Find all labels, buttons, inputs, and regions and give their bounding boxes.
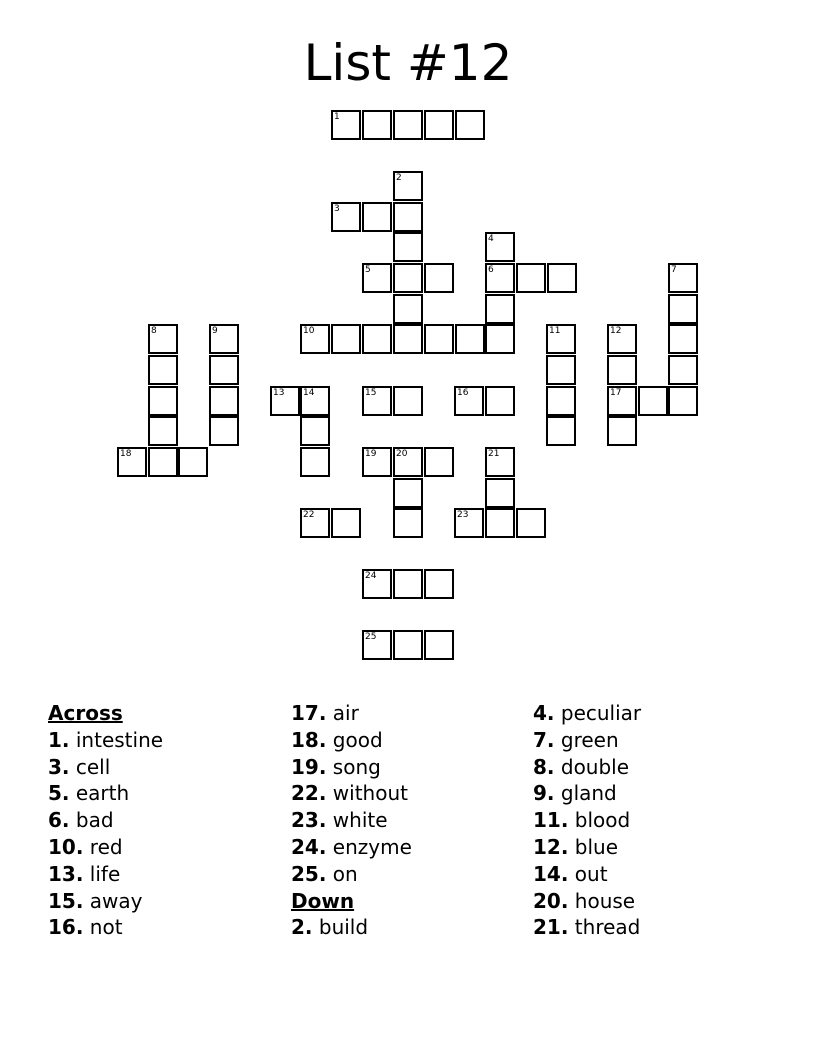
crossword-cell[interactable] xyxy=(546,355,576,385)
clue-item-text: enzyme xyxy=(332,834,412,859)
clue-item xyxy=(48,914,288,941)
crossword-cell[interactable] xyxy=(300,324,330,354)
clue-number: 21 xyxy=(488,449,500,459)
crossword-cell[interactable] xyxy=(209,386,239,416)
clue-number: 9 xyxy=(212,326,218,336)
clue-item xyxy=(291,914,531,941)
clue-item-number: 22. xyxy=(291,781,327,806)
crossword-cell[interactable] xyxy=(455,110,485,140)
clue-number: 5 xyxy=(365,265,371,275)
clue-item-text: good xyxy=(332,727,383,752)
clue-item xyxy=(48,754,288,781)
crossword-cell[interactable] xyxy=(485,294,515,324)
crossword-cell[interactable] xyxy=(362,263,392,293)
crossword-cell[interactable] xyxy=(668,386,698,416)
clue-item-text: blue xyxy=(574,834,619,859)
clue-item xyxy=(48,834,288,861)
clue-item-text: air xyxy=(332,701,359,725)
clue-number: 20 xyxy=(396,449,408,459)
clue-item xyxy=(48,780,288,807)
clue-item-text: song xyxy=(332,754,381,779)
crossword-cell[interactable] xyxy=(607,355,637,385)
clue-item-text: bad xyxy=(75,808,114,833)
crossword-cell[interactable] xyxy=(424,569,454,599)
clue-number: 18 xyxy=(120,449,132,459)
clue-item-number: 19. xyxy=(291,754,327,779)
crossword-cell[interactable] xyxy=(148,416,178,446)
clue-item-text: earth xyxy=(75,781,130,806)
crossword-cell[interactable] xyxy=(393,630,423,660)
clue-column-1 xyxy=(48,700,288,941)
clue-item-text: without xyxy=(332,781,408,806)
clue-item-text: peculiar xyxy=(560,701,642,725)
crossword-cell[interactable] xyxy=(546,416,576,446)
crossword-cell[interactable] xyxy=(516,508,546,538)
clue-item xyxy=(533,700,773,727)
clue-item xyxy=(48,807,288,834)
crossword-cell[interactable] xyxy=(362,447,392,477)
clue-item-number: 21. xyxy=(533,915,569,940)
crossword-cell[interactable] xyxy=(209,416,239,446)
crossword-cell[interactable] xyxy=(331,110,361,140)
clue-item-number: 15. xyxy=(48,888,84,913)
crossword-cell[interactable] xyxy=(546,386,576,416)
crossword-cell[interactable] xyxy=(485,508,515,538)
clue-item-number: 8. xyxy=(533,754,555,779)
crossword-cell[interactable] xyxy=(393,478,423,508)
clue-item-number: 1. xyxy=(48,727,70,752)
crossword-cell[interactable] xyxy=(362,110,392,140)
clue-number: 11 xyxy=(549,326,561,336)
crossword-cell[interactable] xyxy=(393,263,423,293)
crossword-cell[interactable] xyxy=(485,232,515,262)
clue-number: 16 xyxy=(457,388,469,398)
crossword-cell[interactable] xyxy=(331,324,361,354)
clue-item-text: double xyxy=(560,754,630,779)
clue-item-number: 14. xyxy=(533,861,569,886)
clue-item-text: on xyxy=(332,861,358,886)
crossword-cell[interactable] xyxy=(393,232,423,262)
crossword-cell[interactable] xyxy=(393,508,423,538)
clue-column-3 xyxy=(533,700,773,941)
crossword-cell[interactable] xyxy=(393,447,423,477)
clue-item-number: 17. xyxy=(291,701,327,725)
crossword-cell[interactable] xyxy=(485,263,515,293)
clue-item xyxy=(533,914,773,941)
clue-number: 12 xyxy=(610,326,622,336)
clue-item-number: 6. xyxy=(48,808,70,833)
crossword-cell[interactable] xyxy=(393,110,423,140)
clue-item-number: 16. xyxy=(48,915,84,940)
clue-item-text: build xyxy=(318,915,369,940)
crossword-cell[interactable] xyxy=(148,386,178,416)
clue-column-2 xyxy=(291,700,531,941)
crossword-cell[interactable] xyxy=(300,508,330,538)
clue-number: 13 xyxy=(273,388,285,398)
clue-item xyxy=(291,754,531,781)
clue-number: 2 xyxy=(396,173,402,183)
clue-item-text: white xyxy=(332,808,388,833)
crossword-cell[interactable] xyxy=(638,386,668,416)
crossword-cell[interactable] xyxy=(668,294,698,324)
clue-item xyxy=(291,700,531,727)
clue-item xyxy=(48,888,288,915)
clue-number: 4 xyxy=(488,234,494,244)
clue-item-number: 23. xyxy=(291,808,327,833)
crossword-cell[interactable] xyxy=(485,386,515,416)
crossword-cell[interactable] xyxy=(516,263,546,293)
clue-heading: Across xyxy=(48,701,123,725)
clue-item-text: blood xyxy=(574,808,631,833)
clue-item xyxy=(533,780,773,807)
clue-item xyxy=(291,807,531,834)
crossword-cell[interactable] xyxy=(424,447,454,477)
clue-item xyxy=(533,888,773,915)
crossword-cell[interactable] xyxy=(668,263,698,293)
clue-number: 14 xyxy=(303,388,315,398)
clue-item-number: 4. xyxy=(533,701,555,725)
clue-item xyxy=(291,834,531,861)
crossword-cell[interactable] xyxy=(485,447,515,477)
crossword-cell[interactable] xyxy=(393,171,423,201)
clue-item-number: 13. xyxy=(48,861,84,886)
clue-heading: Down xyxy=(291,888,355,913)
crossword-cell[interactable] xyxy=(117,447,147,477)
clue-number: 3 xyxy=(334,204,340,214)
clue-item-text: cell xyxy=(75,754,111,779)
crossword-cell[interactable] xyxy=(668,324,698,354)
clue-item-number: 7. xyxy=(533,727,555,752)
crossword-cell[interactable] xyxy=(393,386,423,416)
clue-item-text: away xyxy=(89,888,143,913)
crossword-cell[interactable] xyxy=(148,324,178,354)
clue-number: 10 xyxy=(303,326,315,336)
crossword-cell[interactable] xyxy=(424,263,454,293)
clue-number: 22 xyxy=(303,510,315,520)
clue-number: 6 xyxy=(488,265,494,275)
clue-item xyxy=(533,834,773,861)
crossword-cell[interactable] xyxy=(209,355,239,385)
crossword-cell[interactable] xyxy=(300,416,330,446)
clue-item-text: not xyxy=(89,915,123,940)
crossword-cell[interactable] xyxy=(424,324,454,354)
crossword-cell[interactable] xyxy=(148,355,178,385)
clue-item-text: life xyxy=(89,861,121,886)
clue-item-text: gland xyxy=(560,781,617,806)
clue-item xyxy=(533,861,773,888)
clue-item-text: red xyxy=(89,834,123,859)
crossword-cell[interactable] xyxy=(393,324,423,354)
clue-item xyxy=(291,780,531,807)
clue-number: 7 xyxy=(671,265,677,275)
clue-item xyxy=(533,727,773,754)
crossword-cell[interactable] xyxy=(668,355,698,385)
crossword-cell[interactable] xyxy=(607,416,637,446)
crossword-cell[interactable] xyxy=(454,386,484,416)
page-title: List #12 xyxy=(303,34,513,92)
clue-item-number: 18. xyxy=(291,727,327,752)
crossword-cell[interactable] xyxy=(331,202,361,232)
crossword-cell[interactable] xyxy=(178,447,208,477)
clue-item-number: 5. xyxy=(48,781,70,806)
crossword-cell[interactable] xyxy=(393,569,423,599)
clue-number: 17 xyxy=(610,388,622,398)
clue-number: 23 xyxy=(457,510,469,520)
clue-item-number: 10. xyxy=(48,834,84,859)
crossword-cell[interactable] xyxy=(331,508,361,538)
crossword-cell[interactable] xyxy=(607,324,637,354)
clue-number: 25 xyxy=(365,632,377,642)
clue-item-number: 24. xyxy=(291,834,327,859)
crossword-cell[interactable] xyxy=(546,324,576,354)
crossword-cell[interactable] xyxy=(547,263,577,293)
clue-number: 1 xyxy=(334,112,340,122)
clue-item-number: 12. xyxy=(533,834,569,859)
clue-item-text: out xyxy=(574,861,608,886)
clue-item xyxy=(48,727,288,754)
clue-item-number: 9. xyxy=(533,781,555,806)
clue-item xyxy=(291,727,531,754)
crossword-cell[interactable] xyxy=(362,386,392,416)
clue-number: 15 xyxy=(365,388,377,398)
clue-item-text: green xyxy=(560,727,619,752)
crossword-cell[interactable] xyxy=(393,202,423,232)
crossword-cell[interactable] xyxy=(362,630,392,660)
crossword-cell[interactable] xyxy=(424,630,454,660)
crossword-cell[interactable] xyxy=(362,324,392,354)
clue-item-number: 20. xyxy=(533,888,569,913)
crossword-cell[interactable] xyxy=(485,478,515,508)
crossword-cell[interactable] xyxy=(393,294,423,324)
clue-item-number: 3. xyxy=(48,754,70,779)
clue-item xyxy=(533,807,773,834)
clue-item xyxy=(48,861,288,888)
clue-item-text: house xyxy=(574,888,636,913)
clue-item-number: 11. xyxy=(533,808,569,833)
clue-item xyxy=(533,754,773,781)
crossword-cell[interactable] xyxy=(424,110,454,140)
crossword-cell[interactable] xyxy=(209,324,239,354)
crossword-cell[interactable] xyxy=(607,386,637,416)
crossword-cell[interactable] xyxy=(485,324,515,354)
crossword-cell[interactable] xyxy=(148,447,178,477)
crossword-cell[interactable] xyxy=(270,386,300,416)
crossword-cell[interactable] xyxy=(300,447,330,477)
clue-number: 8 xyxy=(151,326,157,336)
crossword-cell[interactable] xyxy=(455,324,485,354)
crossword-cell[interactable] xyxy=(454,508,484,538)
crossword-cell[interactable] xyxy=(362,202,392,232)
clue-number: 24 xyxy=(365,571,377,581)
clue-item-number: 2. xyxy=(291,915,313,940)
crossword-cell[interactable] xyxy=(300,386,330,416)
crossword-cell[interactable] xyxy=(362,569,392,599)
clue-item-text: thread xyxy=(574,915,641,940)
clue-list xyxy=(0,700,816,960)
clue-item xyxy=(291,861,531,888)
clue-item-text: intestine xyxy=(75,727,164,752)
clue-number: 19 xyxy=(365,449,377,459)
clue-item-number: 25. xyxy=(291,861,327,886)
